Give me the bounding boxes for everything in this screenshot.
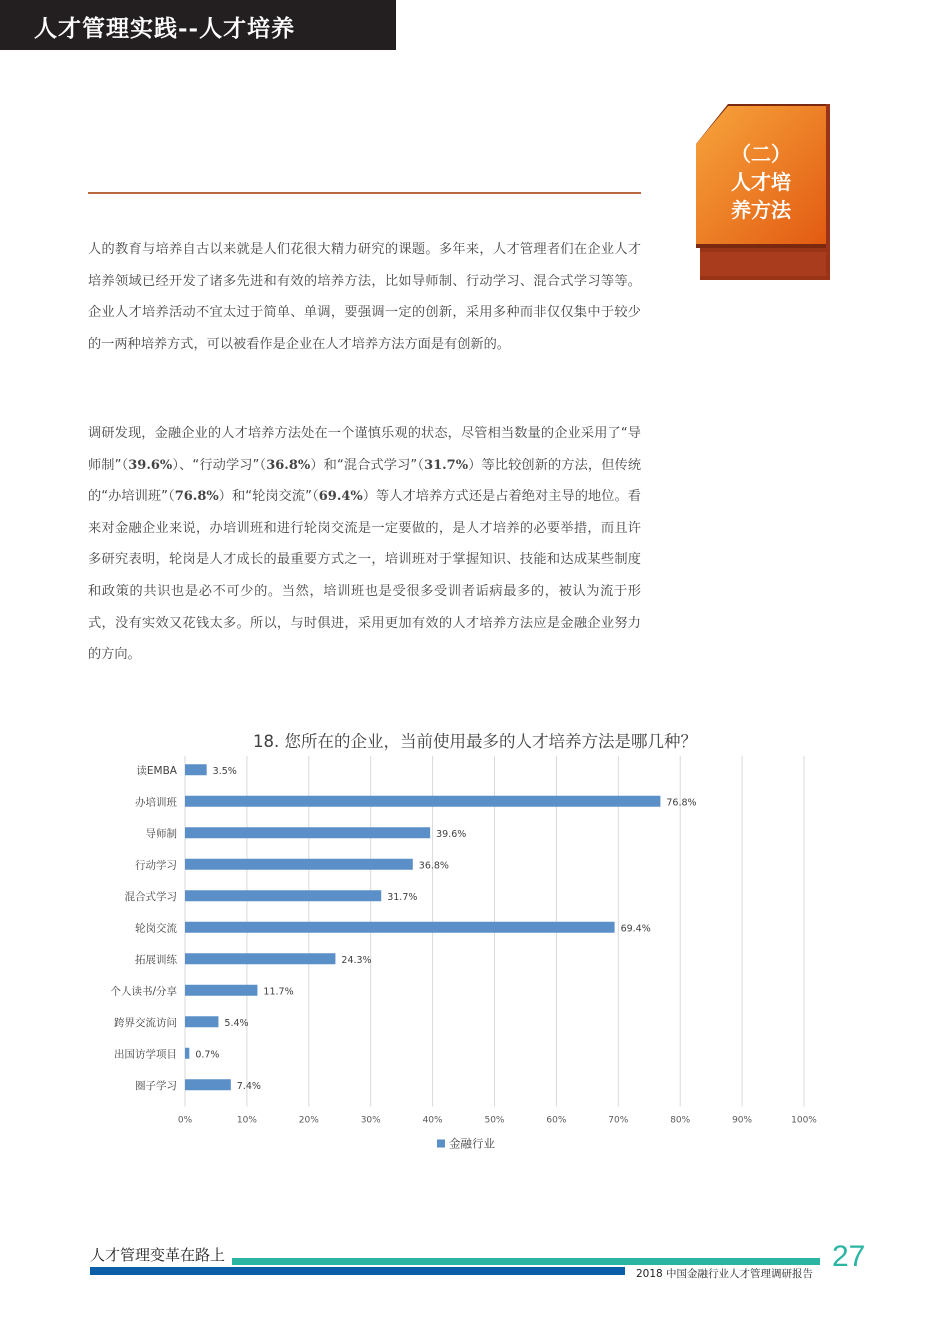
chart-title: 18. 您所在的企业，当前使用最多的人才培养方法是哪几种？ (253, 732, 697, 751)
text-span: ）和“轮岗交流”（ (218, 489, 319, 505)
x-tick-label: 50% (484, 1115, 505, 1126)
header-title: 人才管理实践--人才培养 (34, 15, 296, 42)
x-tick-label: 0% (177, 1115, 193, 1126)
x-tick-label: 30% (360, 1115, 381, 1126)
category-label: 拓展训练 (135, 953, 177, 966)
data-label: 36.8% (418, 860, 449, 872)
legend-swatch (437, 1140, 445, 1148)
stat-training-class: 76.8% (174, 489, 219, 505)
text-span: ）等人才培养方式还是占着绝对主导的地位。看来对金融企业来说，办培训班和进行轮岗交流是一定要做的，是人才培养的必要举措，而且许多研究表明，轮岗是人才成长的最重要方式之一，培训班对于掌握知识、技能和达成某些制度和政策的共识也是必不可少的。当然，培训班也是受很多受训者诟病最多的，被认为流于形式，没有实效又花钱太多。所以，与时俱进，采用更加有效的人才培养方法应是金融企业努力的方向。 (88, 489, 641, 663)
data-label: 11.7% (263, 986, 294, 998)
data-label: 5.4% (224, 1017, 249, 1029)
data-label: 3.5% (212, 765, 237, 777)
bar (185, 1048, 189, 1059)
x-tick-label: 60% (546, 1115, 567, 1126)
x-tick-label: 80% (670, 1115, 691, 1126)
stat-blended-learning: 31.7% (424, 457, 469, 473)
bar (185, 1079, 231, 1090)
footer-blue-bar (90, 1267, 625, 1275)
category-label: 个人读书/分享 (110, 985, 177, 998)
bar (185, 764, 207, 775)
x-tick-label: 100% (791, 1115, 817, 1126)
data-label: 31.7% (387, 891, 418, 903)
category-label: 读EMBA (136, 764, 177, 777)
category-label: 办培训班 (135, 796, 177, 809)
bar (185, 827, 430, 838)
x-tick-label: 20% (298, 1115, 319, 1126)
section-number: （二） (731, 142, 791, 166)
footer-subtitle: 2018 中国金融行业人才管理调研报告 (636, 1268, 814, 1280)
category-label: 混合式学习 (124, 890, 177, 903)
text-span: ）、“行动学习”（ (172, 457, 267, 473)
category-label: 圈子学习 (135, 1079, 177, 1092)
data-label: 69.4% (620, 923, 651, 935)
data-label: 24.3% (341, 954, 372, 966)
intro-paragraph: 人的教育与培养自古以来就是人们花很大精力研究的课题。多年来，人才管理者们在企业人才培养领域已经开发了诸多先进和有效的培养方法，比如导师制、行动学习、混合式学习等等。企业人才培养活动不宜太过于简单、单调，要强调一定的创新，采用多种而非仅仅集中于较少的一两种培养方式，可以被看作是企业在人才培养方法方面是有创新的。 (88, 242, 641, 352)
bar-chart (90, 756, 830, 1156)
category-label: 跨界交流访问 (114, 1016, 177, 1029)
x-tick-label: 10% (236, 1115, 257, 1126)
section-heading (696, 140, 826, 224)
text-span: ）和“混合式学习”（ (310, 457, 425, 473)
stat-action-learning: 36.8% (266, 457, 311, 473)
data-label: 39.6% (436, 828, 467, 840)
bar (185, 985, 257, 996)
section-title-line2: 养方法 (731, 198, 791, 222)
data-label: 0.7% (195, 1049, 220, 1061)
header-bar (0, 0, 396, 50)
stat-job-rotation: 69.4% (318, 489, 363, 505)
footer-teal-bar (232, 1258, 820, 1265)
data-label: 7.4% (236, 1080, 261, 1092)
text-span: ）等比较创新的方法，但传统的“办培训班”（ (88, 457, 642, 505)
data-label: 76.8% (666, 797, 697, 809)
bar (185, 1016, 218, 1027)
x-tick-label: 70% (608, 1115, 629, 1126)
findings-paragraph (88, 418, 641, 671)
bar (185, 859, 413, 870)
bar (185, 953, 335, 964)
category-label: 轮岗交流 (135, 922, 177, 935)
x-tick-label: 40% (422, 1115, 443, 1126)
page-number: 27 (832, 1240, 866, 1273)
section-title-line1: 人才培 (731, 170, 791, 194)
bar (185, 890, 381, 901)
legend-label: 金融行业 (449, 1136, 495, 1151)
footer-title: 人才管理变革在路上 (90, 1246, 226, 1264)
title-rule (88, 192, 641, 194)
bar (185, 796, 660, 807)
stat-mentorship: 39.6% (128, 457, 173, 473)
bar (185, 922, 615, 933)
category-label: 出国访学项目 (114, 1048, 177, 1061)
category-label: 行动学习 (135, 859, 177, 872)
text-span: 调研发现，金融企业的人才培养方法处在一个谨慎乐观的状态，尽管相当数量的企业采用了“导师制”（ (88, 426, 641, 473)
category-label: 导师制 (145, 827, 177, 840)
x-tick-label: 90% (732, 1115, 753, 1126)
